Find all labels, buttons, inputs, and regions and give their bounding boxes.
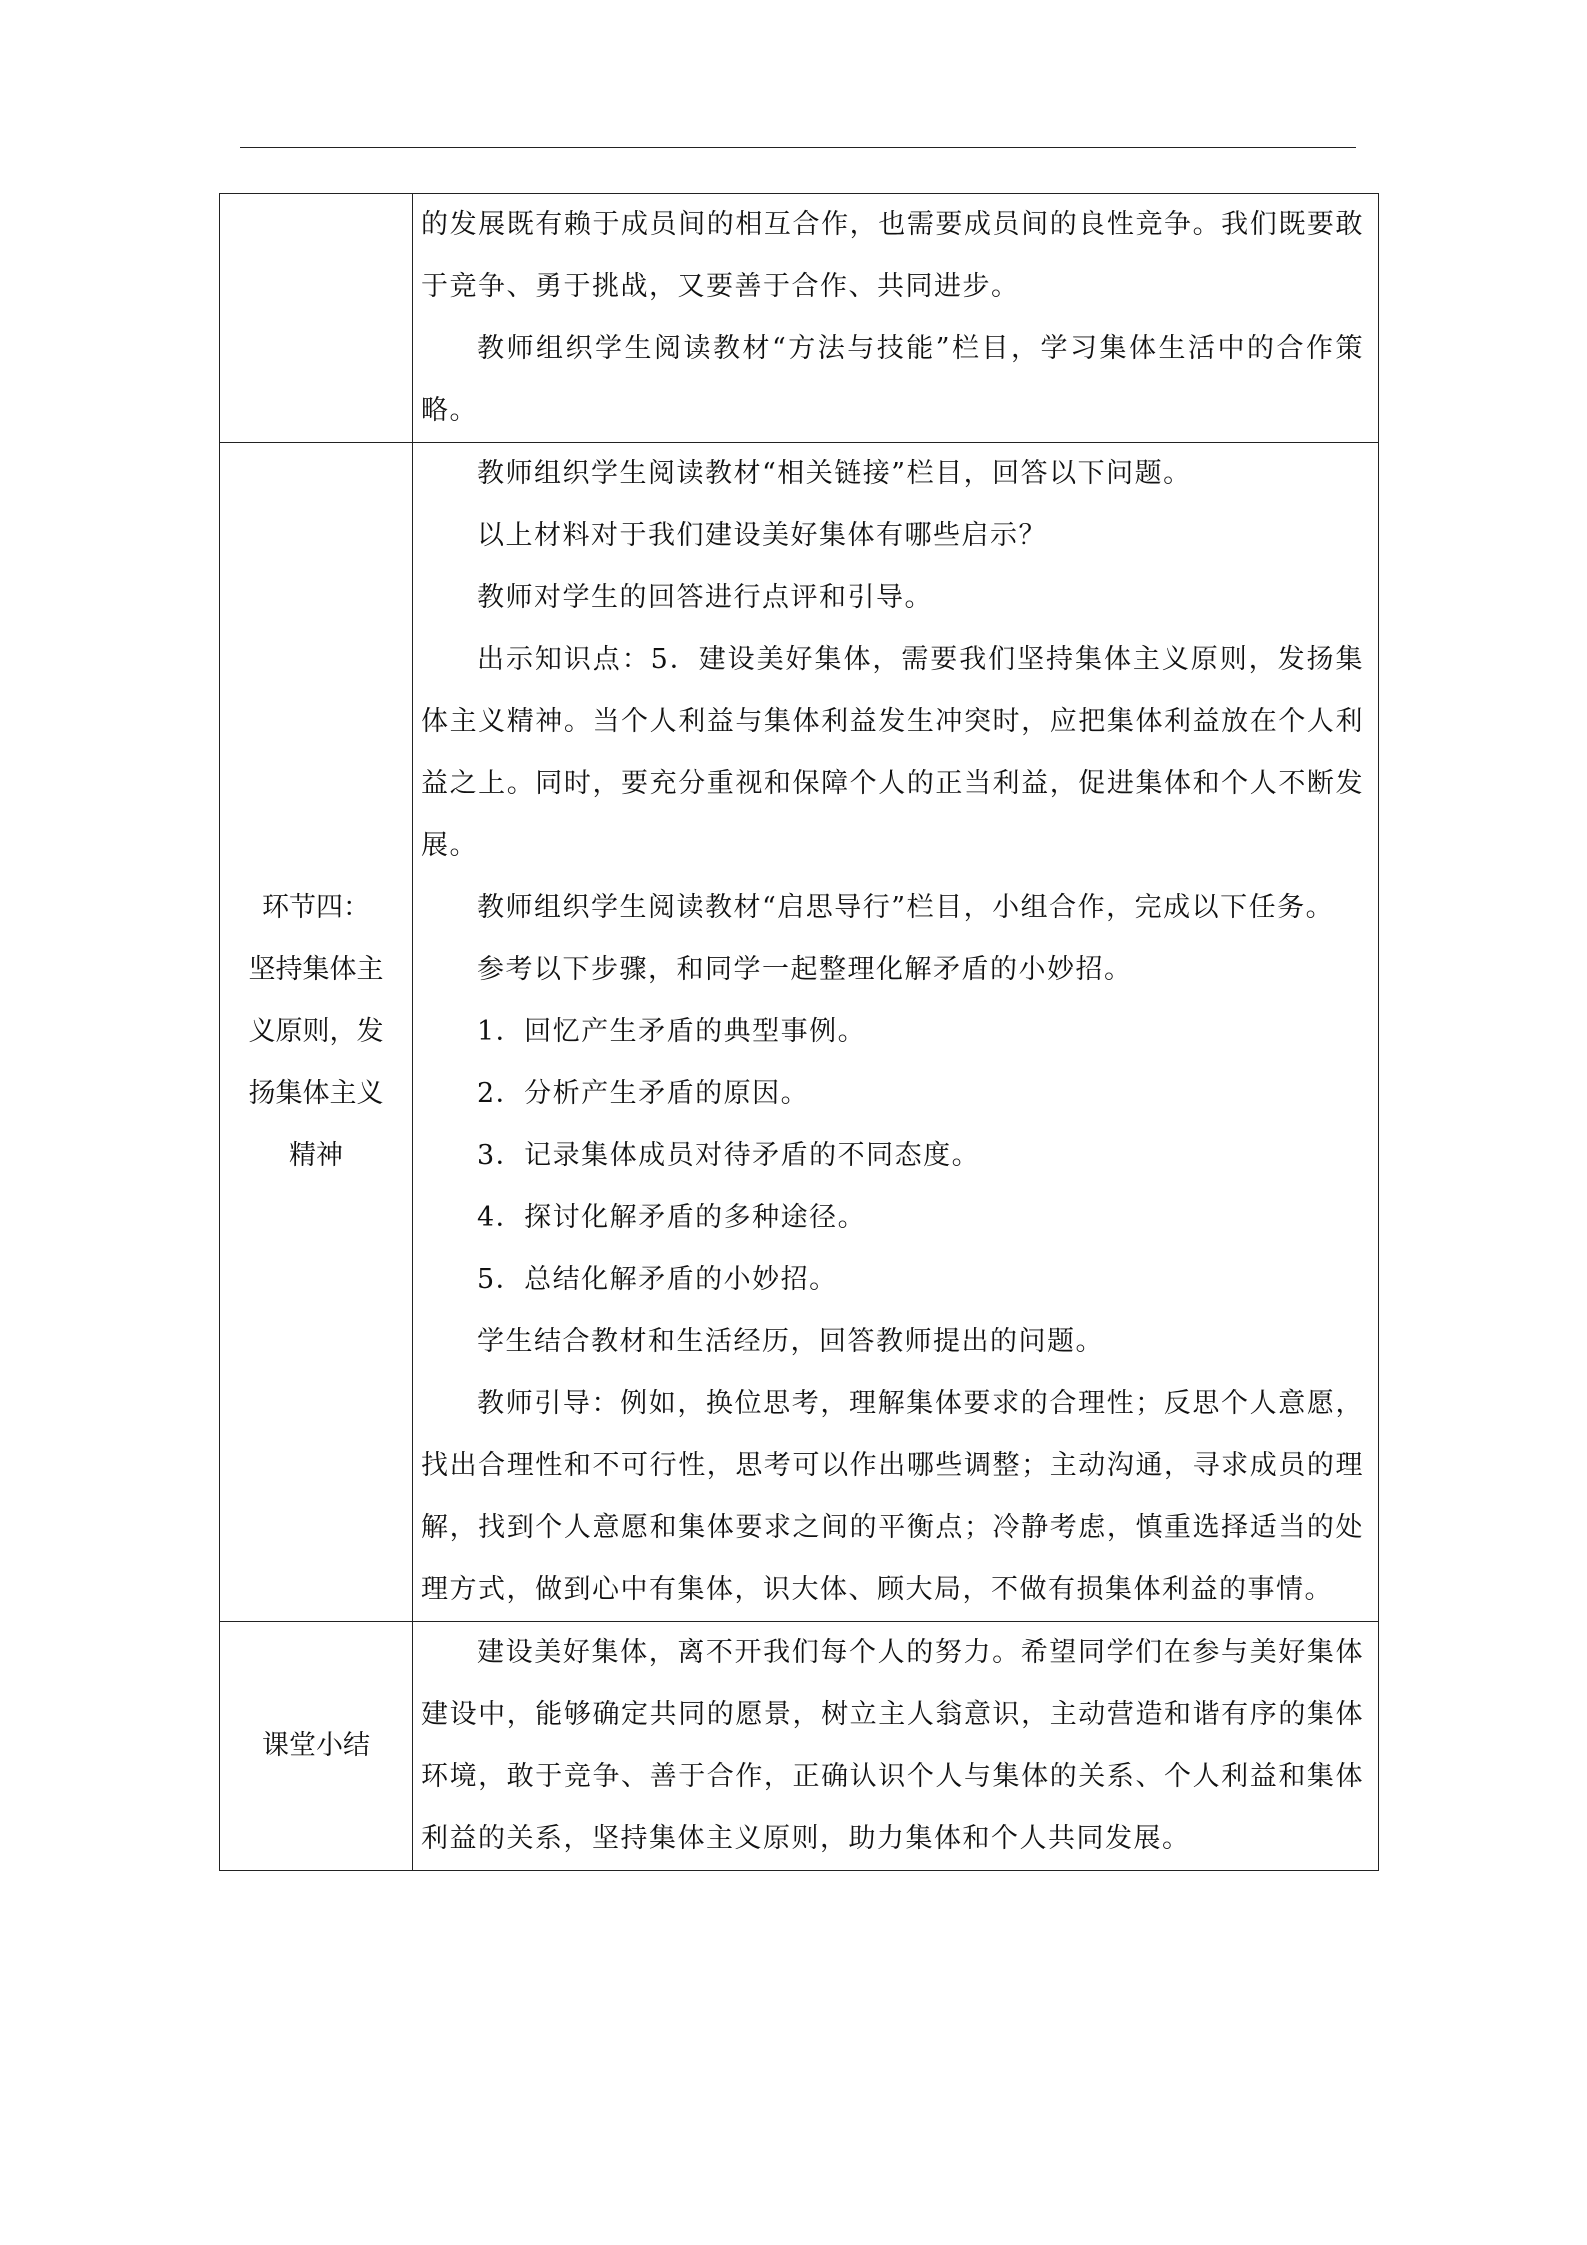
section-label-line: 课堂小结 — [262, 1730, 370, 1761]
content-paragraph: 教师组织学生阅读教材“相关链接”栏目，回答以下问题。 — [477, 458, 1192, 489]
section-content-cell — [413, 443, 1379, 1622]
table-row — [220, 443, 1379, 1622]
content-paragraph: 的发展既有赖于成员间的相互合作，也需要成员间的良性竞争。我们既要敢于竞争、勇于挑战，又要善于合作、共同进步。 — [421, 209, 1364, 302]
content-paragraph: 参考以下步骤，和同学一起整理化解矛盾的小妙招。 — [477, 954, 1133, 985]
section-label-line: 义原则，发 — [248, 1016, 384, 1047]
content-paragraph: 教师对学生的回答进行点评和引导。 — [477, 582, 933, 613]
table-row — [220, 1622, 1379, 1871]
step-item: 5．总结化解矛盾的小妙招。 — [477, 1264, 838, 1295]
lesson-plan-table — [219, 193, 1379, 1871]
section-label-line: 扬集体主义 — [248, 1078, 384, 1109]
step-item: 3．记录集体成员对待矛盾的不同态度。 — [477, 1140, 981, 1171]
content-paragraph: 教师组织学生阅读教材“方法与技能”栏目，学习集体生活中的合作策略。 — [421, 333, 1364, 426]
section-content-cell — [413, 194, 1379, 443]
table-row — [220, 194, 1379, 443]
knowledge-point-paragraph: 出示知识点：5．建设美好集体，需要我们坚持集体主义原则，发扬集体主义精神。当个人利益与集体利益发生冲突时，应把集体利益放在个人利益之上。同时，要充分重视和保障个人的正当利益，促进集体和个人不断发展。 — [421, 644, 1364, 861]
summary-paragraph: 建设美好集体，离不开我们每个人的努力。希望同学们在参与美好集体建设中，能够确定共同的愿景，树立主人翁意识，主动营造和谐有序的集体环境，敢于竞争、善于合作，正确认识个人与集体的关系、个人利益和集体利益的关系，坚持集体主义原则，助力集体和个人共同发展。 — [421, 1637, 1364, 1854]
step-item: 2．分析产生矛盾的原因。 — [477, 1078, 810, 1109]
section-label-cell — [220, 1622, 413, 1871]
section-label-cell — [220, 194, 413, 443]
header-rule — [240, 147, 1356, 148]
section-label-line: 精神 — [289, 1140, 343, 1171]
content-paragraph: 以上材料对于我们建设美好集体有哪些启示？ — [477, 520, 1047, 551]
section-label-cell — [220, 443, 413, 1622]
content-paragraph: 教师组织学生阅读教材“启思导行”栏目，小组合作，完成以下任务。 — [477, 892, 1335, 923]
section-content-cell — [413, 1622, 1379, 1871]
section-label-line: 坚持集体主 — [248, 954, 384, 985]
teacher-guidance-paragraph: 教师引导：例如，换位思考，理解集体要求的合理性；反思个人意愿，找出合理性和不可行性，思考可以作出哪些调整；主动沟通，寻求成员的理解，找到个人意愿和集体要求之间的平衡点；冷静考虑，慎重选择适当的处理方式，做到心中有集体，识大体、顾大局，不做有损集体利益的事情。 — [421, 1388, 1364, 1605]
step-item: 4．探讨化解矛盾的多种途径。 — [477, 1202, 867, 1233]
content-paragraph: 学生结合教材和生活经历，回答教师提出的问题。 — [477, 1326, 1104, 1357]
step-item: 1．回忆产生矛盾的典型事例。 — [477, 1016, 867, 1047]
section-label-line: 环节四： — [262, 892, 370, 923]
